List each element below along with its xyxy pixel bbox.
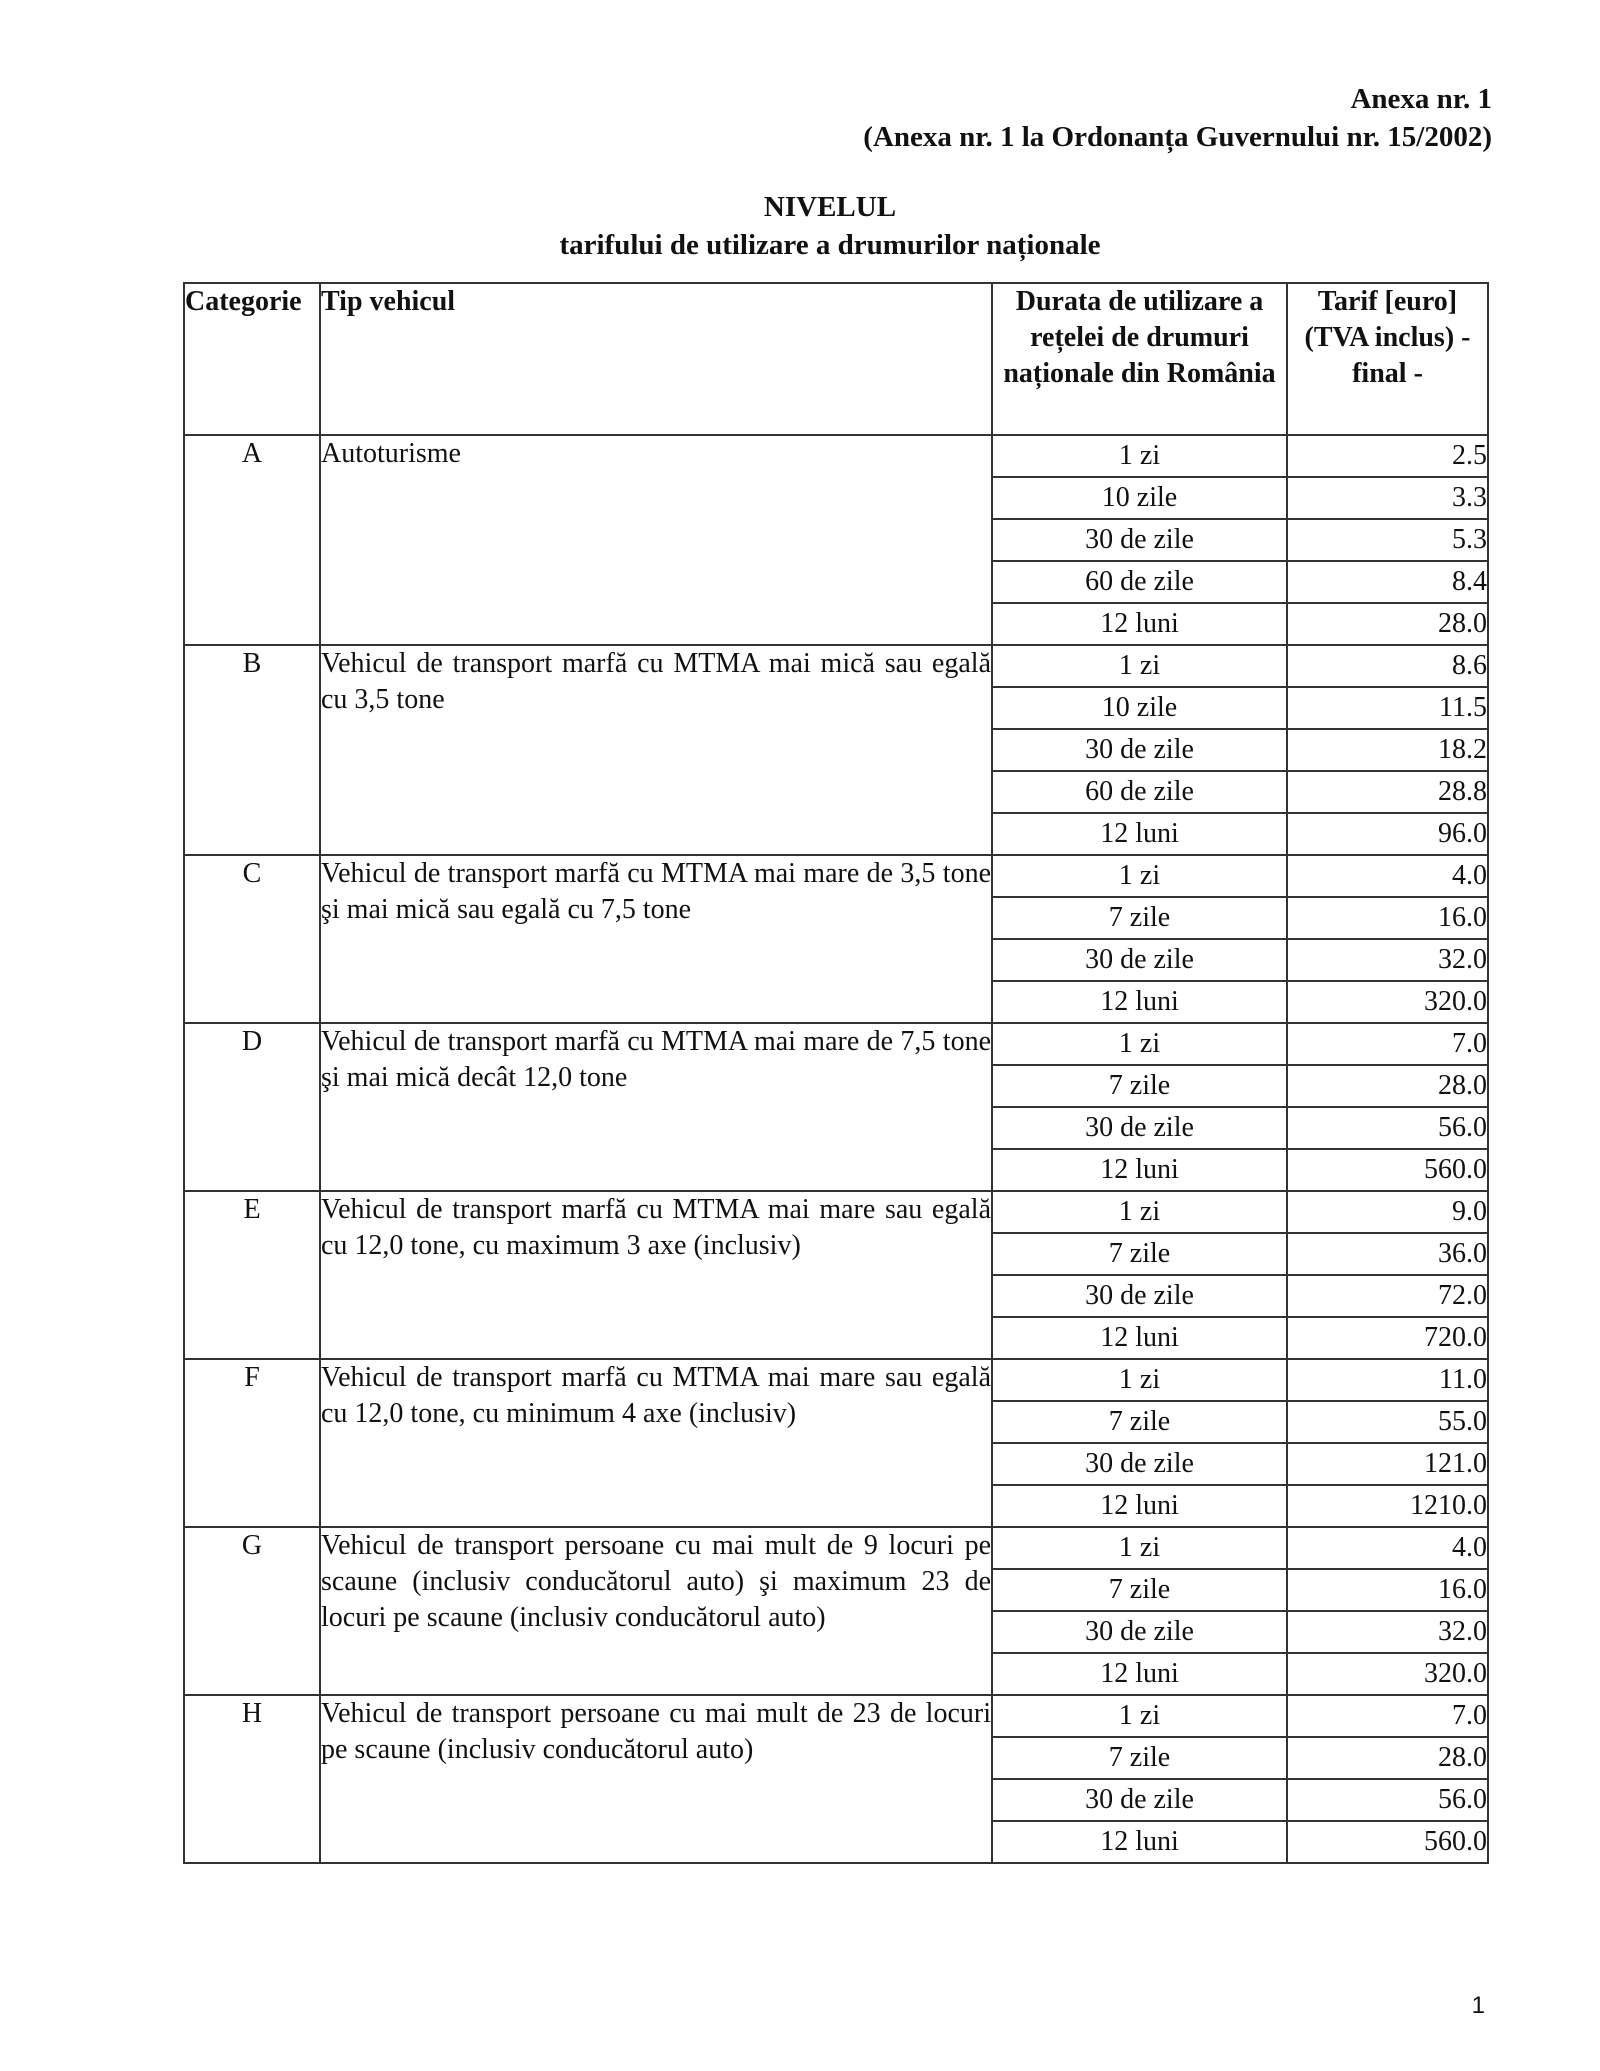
- duration-cell: 1 zi: [992, 645, 1287, 687]
- duration-cell: 7 zile: [992, 1737, 1287, 1779]
- tariff-cell: 3.3: [1287, 477, 1488, 519]
- tariff-cell: 36.0: [1287, 1233, 1488, 1275]
- duration-cell: 1 zi: [992, 1023, 1287, 1065]
- duration-cell: 7 zile: [992, 1233, 1287, 1275]
- duration-cell: 1 zi: [992, 1359, 1287, 1401]
- vehicle-type: Vehicul de transport marfă cu MTMA mai mare sau egală cu 12,0 tone, cu minimum 4 axe (inclusiv): [320, 1359, 992, 1527]
- category-code: E: [184, 1191, 320, 1359]
- page-number: 1: [1471, 1992, 1485, 2019]
- duration-cell: 30 de zile: [992, 1275, 1287, 1317]
- duration-cell: 1 zi: [992, 1527, 1287, 1569]
- tariff-cell: 320.0: [1287, 1653, 1488, 1695]
- tariff-cell: 55.0: [1287, 1401, 1488, 1443]
- tariff-cell: 56.0: [1287, 1779, 1488, 1821]
- tariff-cell: 4.0: [1287, 1527, 1488, 1569]
- tariff-cell: 7.0: [1287, 1695, 1488, 1737]
- table-row: [184, 1359, 1488, 1401]
- annex-reference: (Anexa nr. 1 la Ordonanța Guvernului nr. 15/2002): [863, 121, 1492, 153]
- duration-cell: 7 zile: [992, 1401, 1287, 1443]
- tariff-cell: 11.0: [1287, 1359, 1488, 1401]
- tariff-cell: 11.5: [1287, 687, 1488, 729]
- duration-cell: 60 de zile: [992, 561, 1287, 603]
- tariff-cell: 560.0: [1287, 1821, 1488, 1863]
- vehicle-type: Vehicul de transport persoane cu mai mult de 9 locuri pe scaune (inclusiv conducătorul auto) şi maximum 23 de locuri pe scaune (inclusiv conducătorul auto): [320, 1527, 992, 1695]
- tariff-cell: 320.0: [1287, 981, 1488, 1023]
- duration-cell: 30 de zile: [992, 729, 1287, 771]
- tariff-cell: 72.0: [1287, 1275, 1488, 1317]
- duration-cell: 12 luni: [992, 603, 1287, 645]
- duration-cell: 7 zile: [992, 897, 1287, 939]
- vehicle-type: Autoturisme: [320, 435, 992, 645]
- table-row: [184, 1023, 1488, 1065]
- duration-cell: 30 de zile: [992, 1443, 1287, 1485]
- duration-cell: 1 zi: [992, 435, 1287, 477]
- column-header-vehicle-type: Tip vehicul: [320, 283, 992, 435]
- document-subtitle: tarifului de utilizare a drumurilor naționale: [559, 229, 1101, 261]
- category-code: B: [184, 645, 320, 855]
- document-title: NIVELUL: [763, 191, 897, 223]
- column-header-tariff: Tarif [euro] (TVA inclus) - final -: [1287, 283, 1488, 435]
- tariff-cell: 18.2: [1287, 729, 1488, 771]
- tariff-cell: 28.8: [1287, 771, 1488, 813]
- column-header-duration: Durata de utilizare a rețelei de drumuri naționale din România: [992, 283, 1287, 435]
- category-code: D: [184, 1023, 320, 1191]
- duration-cell: 30 de zile: [992, 1611, 1287, 1653]
- tariff-cell: 56.0: [1287, 1107, 1488, 1149]
- duration-cell: 12 luni: [992, 813, 1287, 855]
- annex-number: Anexa nr. 1: [1350, 83, 1492, 115]
- duration-cell: 12 luni: [992, 981, 1287, 1023]
- table-row: [184, 1191, 1488, 1233]
- vehicle-type: Vehicul de transport persoane cu mai mult de 23 de locuri pe scaune (inclusiv conducătorul auto): [320, 1695, 992, 1863]
- column-header-category: Categorie: [184, 283, 320, 435]
- vehicle-type: Vehicul de transport marfă cu MTMA mai mare sau egală cu 12,0 tone, cu maximum 3 axe (inclusiv): [320, 1191, 992, 1359]
- annex-header: [863, 80, 1492, 156]
- tariff-cell: 28.0: [1287, 603, 1488, 645]
- vehicle-type: Vehicul de transport marfă cu MTMA mai mică sau egală cu 3,5 tone: [320, 645, 992, 855]
- tariff-cell: 8.6: [1287, 645, 1488, 687]
- vehicle-type: Vehicul de transport marfă cu MTMA mai mare de 7,5 tone şi mai mică decât 12,0 tone: [320, 1023, 992, 1191]
- table-row: [184, 645, 1488, 687]
- tariff-cell: 7.0: [1287, 1023, 1488, 1065]
- table-row: [184, 1527, 1488, 1569]
- tariff-cell: 2.5: [1287, 435, 1488, 477]
- duration-cell: 30 de zile: [992, 1779, 1287, 1821]
- tariff-table-body: [184, 435, 1488, 1863]
- duration-cell: 60 de zile: [992, 771, 1287, 813]
- tariff-cell: 720.0: [1287, 1317, 1488, 1359]
- tariff-cell: 32.0: [1287, 1611, 1488, 1653]
- category-code: H: [184, 1695, 320, 1863]
- duration-cell: 12 luni: [992, 1653, 1287, 1695]
- duration-cell: 7 zile: [992, 1569, 1287, 1611]
- duration-cell: 12 luni: [992, 1485, 1287, 1527]
- category-code: F: [184, 1359, 320, 1527]
- duration-cell: 10 zile: [992, 687, 1287, 729]
- duration-cell: 12 luni: [992, 1317, 1287, 1359]
- tariff-cell: 5.3: [1287, 519, 1488, 561]
- duration-cell: 30 de zile: [992, 519, 1287, 561]
- tariff-cell: 8.4: [1287, 561, 1488, 603]
- header-row: [184, 283, 1488, 435]
- duration-cell: 1 zi: [992, 1695, 1287, 1737]
- tariff-cell: 9.0: [1287, 1191, 1488, 1233]
- table-row: [184, 435, 1488, 477]
- duration-cell: 1 zi: [992, 1191, 1287, 1233]
- category-code: A: [184, 435, 320, 645]
- tariff-cell: 32.0: [1287, 939, 1488, 981]
- duration-cell: 10 zile: [992, 477, 1287, 519]
- category-code: C: [184, 855, 320, 1023]
- tariff-table-header: [184, 283, 1488, 435]
- duration-cell: 12 luni: [992, 1149, 1287, 1191]
- duration-cell: 30 de zile: [992, 939, 1287, 981]
- duration-cell: 1 zi: [992, 855, 1287, 897]
- duration-cell: 12 luni: [992, 1821, 1287, 1863]
- category-code: G: [184, 1527, 320, 1695]
- tariff-cell: 121.0: [1287, 1443, 1488, 1485]
- duration-cell: 30 de zile: [992, 1107, 1287, 1149]
- tariff-cell: 96.0: [1287, 813, 1488, 855]
- tariff-cell: 28.0: [1287, 1737, 1488, 1779]
- tariff-cell: 16.0: [1287, 897, 1488, 939]
- table-row: [184, 855, 1488, 897]
- duration-cell: 7 zile: [992, 1065, 1287, 1107]
- tariff-cell: 1210.0: [1287, 1485, 1488, 1527]
- vehicle-type: Vehicul de transport marfă cu MTMA mai mare de 3,5 tone şi mai mică sau egală cu 7,5 tone: [320, 855, 992, 1023]
- table-row: [184, 1695, 1488, 1737]
- document-title-block: [180, 188, 1480, 264]
- tariff-cell: 4.0: [1287, 855, 1488, 897]
- tariff-table: [183, 282, 1489, 1864]
- tariff-cell: 28.0: [1287, 1065, 1488, 1107]
- tariff-cell: 560.0: [1287, 1149, 1488, 1191]
- tariff-cell: 16.0: [1287, 1569, 1488, 1611]
